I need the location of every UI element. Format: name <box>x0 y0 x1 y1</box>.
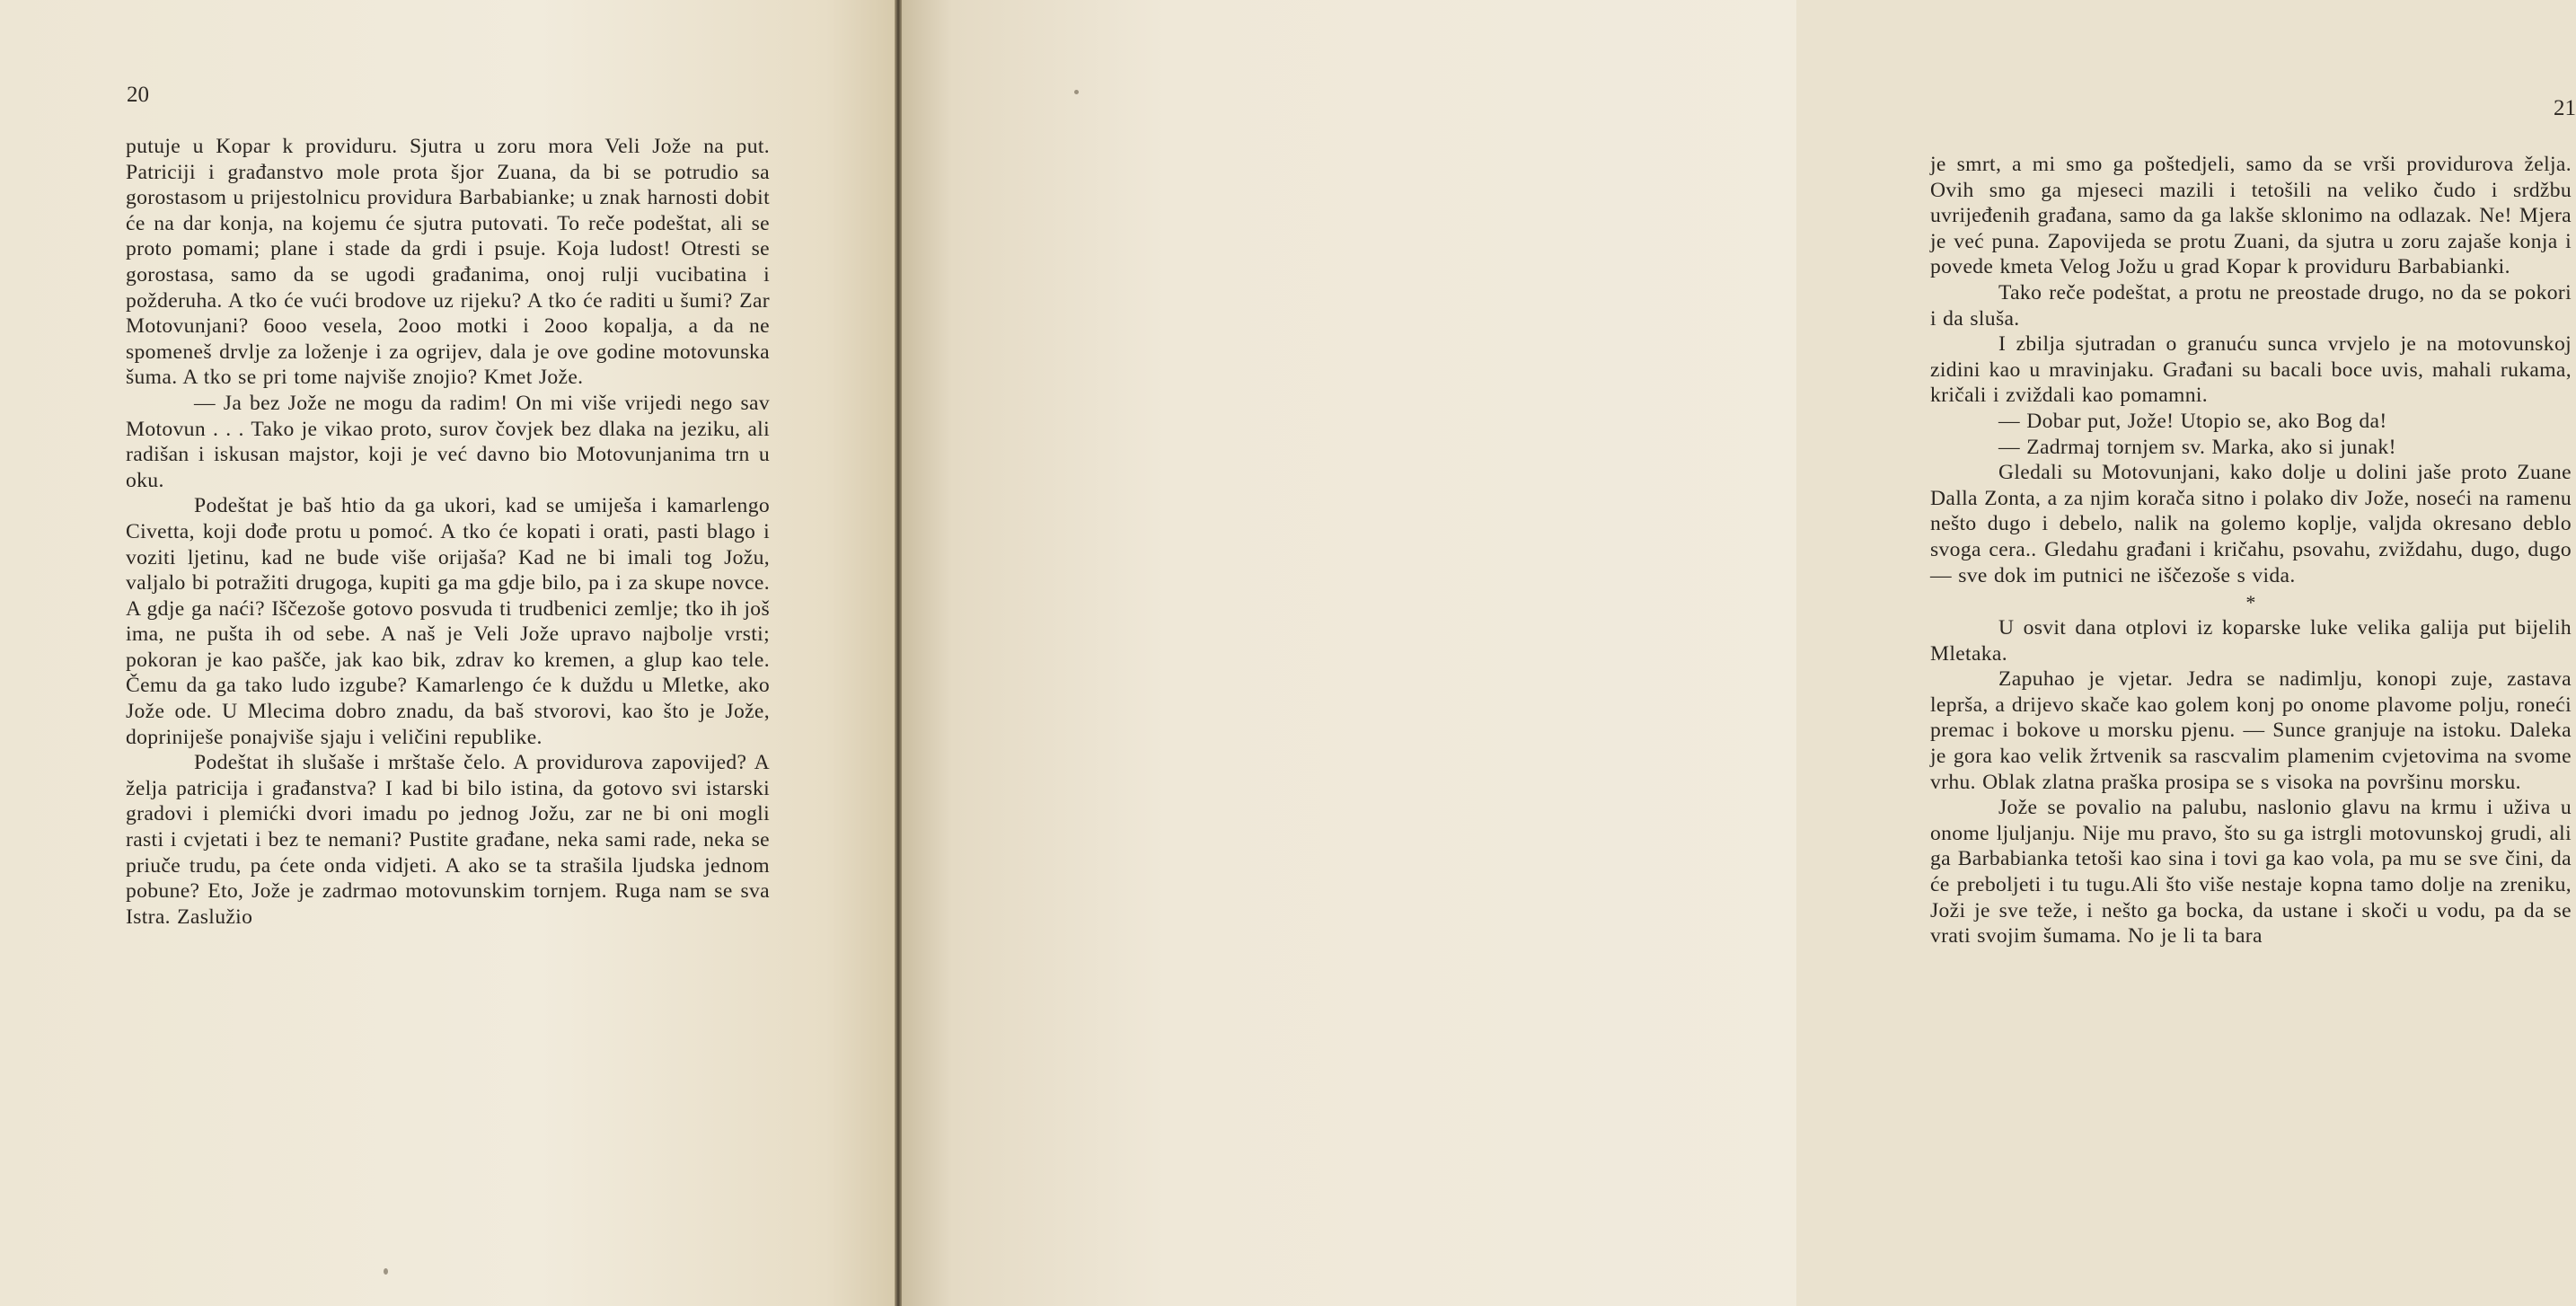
paragraph: Jože se povalio na palubu, naslonio glavu na krmu i uživa u onome ljuljanju. Nije mu pravo, što su ga istrgli motovunskoj grudi, ali ga Barbabianka tetoši kao sina i tovi ga kao vola, pa mu se sve čini, da će preboljeti i tu tugu.Ali što više nestaje kopna tamo dolje na zreniku, Joži je sve teže, i nešto ga bocka, da ustane i skoči u vodu, pa da se vrati svojim šumama. No je li ta bara <box>1930 796 2572 949</box>
left-page-text <box>126 134 770 930</box>
paragraph: Tako reče podeštat, a protu ne preostade drugo, no da se pokori i da sluša. <box>1930 280 2572 331</box>
paragraph: je smrt, a mi smo ga poštedjeli, samo da se vrši providurova želja. Ovih smo ga mjeseci mazili i tetošili na veliko čudo i srdžbu uvrijeđenih građana, samo da ga lakše sklonimo na odlazak. Ne! Mjera je već puna. Zapovijeda se protu Zuani, da sjutra u zoru zajaše konja i povede kmeta Velog Jožu u grad Kopar k providuru Barbabianki. <box>1930 153 2572 279</box>
book-gutter <box>895 0 902 1306</box>
paragraph: — Ja bez Jože ne mogu da radim! On mi više vrijedi nego sav Motovun . . . Tako je vikao proto, surov čovjek bez dlaka na jeziku, ali radišan i iskusan majstor, koji je već davno bio Motovunjanima trn u oku. <box>126 391 770 492</box>
right-page-text <box>1930 152 2572 949</box>
paragraph: — Zadrmaj tornjem sv. Marka, ako si junak! <box>1998 435 2396 459</box>
paragraph: putuje u Kopar k providuru. Sjutra u zoru mora Veli Jože na put. Patriciji i građanstvo mole prota šjor Zuana, da bi se potrudio sa gorostasom u prijestolnicu providura Barbabianke; u znak harnosti dobit će na dar konja, na kojemu će sjutra putovati. To reče podeštat, ali se proto pomami; plane i stade da grdi i psuje. Koja ludost! Otresti se gorostasa, samo da se ugodi građanima, onoj rulji vucibatina i požderuha. A tko će vući brodove uz rijeku? A tko će raditi u šumi? Zar Motovunjani? 6ooo vesela, 2ooo motki i 2ooo kopalja, a da ne spomeneš drvlje za loženje i za ogrijev, dala je ove godine motovunska šuma. A tko se pri tome najviše znojio? Kmet Jože. <box>126 135 770 390</box>
paragraph: Gledali su Motovunjani, kako dolje u dolini jaše proto Zuane Dalla Zonta, a za njim korača sitno i polako div Jože, noseći na ramenu nešto dugo i debelo, nalik na golemo koplje, valjda okresano deblo svoga cera.. Gledahu građani i kričahu, psovahu, zviždahu, dugo, dugo — sve dok im putnici ne iščezoše s vida. <box>1930 461 2572 587</box>
paragraph: U osvit dana otplovi iz koparske luke velika galija put bijelih Mletaka. <box>1930 616 2572 666</box>
ink-smudge <box>1074 90 1079 94</box>
paragraph: I zbilja sjutradan o granuću sunca vrvjelo je na motovunskoj zidini kao u mravinjaku. Građani su bacali boce uvis, mahali rukama, kričali i zviždali kao pomamni. <box>1930 332 2572 408</box>
section-separator: * <box>2245 591 2256 614</box>
left-page <box>0 0 898 1306</box>
paragraph: Podeštat je baš htio da ga ukori, kad se umiješa i kamarlengo Civetta, koji dođe protu u pomoć. A tko će kopati i orati, pasti blago i voziti ljetinu, kad ne bude više orijaša? Kad ne bi imali tog Jožu, valjalo bi potražiti drugoga, kupiti ga ma gdje bilo, pa i za skupe novce. A gdje ga naći? Iščezoše gotovo posvuda ti trudbenici zemlje; tko ih još ima, ne pušta ih od sebe. A naš je Veli Jože upravo najbolje vrsti; pokoran je kao pašče, jak kao bik, zdrav ko kremen, a glup kao tele. Čemu da ga tako ludo izgube? Kamarlengo će k duždu u Mletke, ako Jože ode. U Mlecima dobro znadu, da baš stvorovi, kao što je Jože, dopriniješe ponajviše sjaju i veličini republike. <box>126 494 770 749</box>
paragraph: — Dobar put, Jože! Utopio se, ako Bog da! <box>1998 409 2387 433</box>
paragraph: Podeštat ih slušaše i mrštaše čelo. A providurova zapovijed? A želja patricija i građanstva? I kad bi bilo istina, da gotovo svi istarski gradovi i plemićki dvori imadu po jednog Jožu, zar ne bi oni mogli rasti i cvjetati i bez te nemani? Pustite građane, neka sami rade, neka se priuče trudu, pa ćete onda vidjeti. A ako se ta strašila ljudska jednom pobune? Eto, Jože je zadrmao motovunskim tornjem. Ruga nam se sva Istra. Zaslužio <box>126 751 770 929</box>
ink-smudge <box>384 1268 388 1275</box>
right-page <box>898 0 2576 1306</box>
paragraph: Zapuhao je vjetar. Jedra se nadimlju, konopi zuje, zastava leprša, a drijevo skače kao golem konj po onome plavome polju, roneći premac i bokove u morsku pjenu. — Sunce granjuje na istoku. Daleka je gora kao velik žrtvenik sa rascvalim plamenim cvjetovima na svome vrhu. Oblak zlatna praška prosipa se s visoka na površinu morsku. <box>1930 667 2572 794</box>
page-number-right: 21 <box>2554 96 2576 120</box>
page-number-left: 20 <box>127 83 149 107</box>
